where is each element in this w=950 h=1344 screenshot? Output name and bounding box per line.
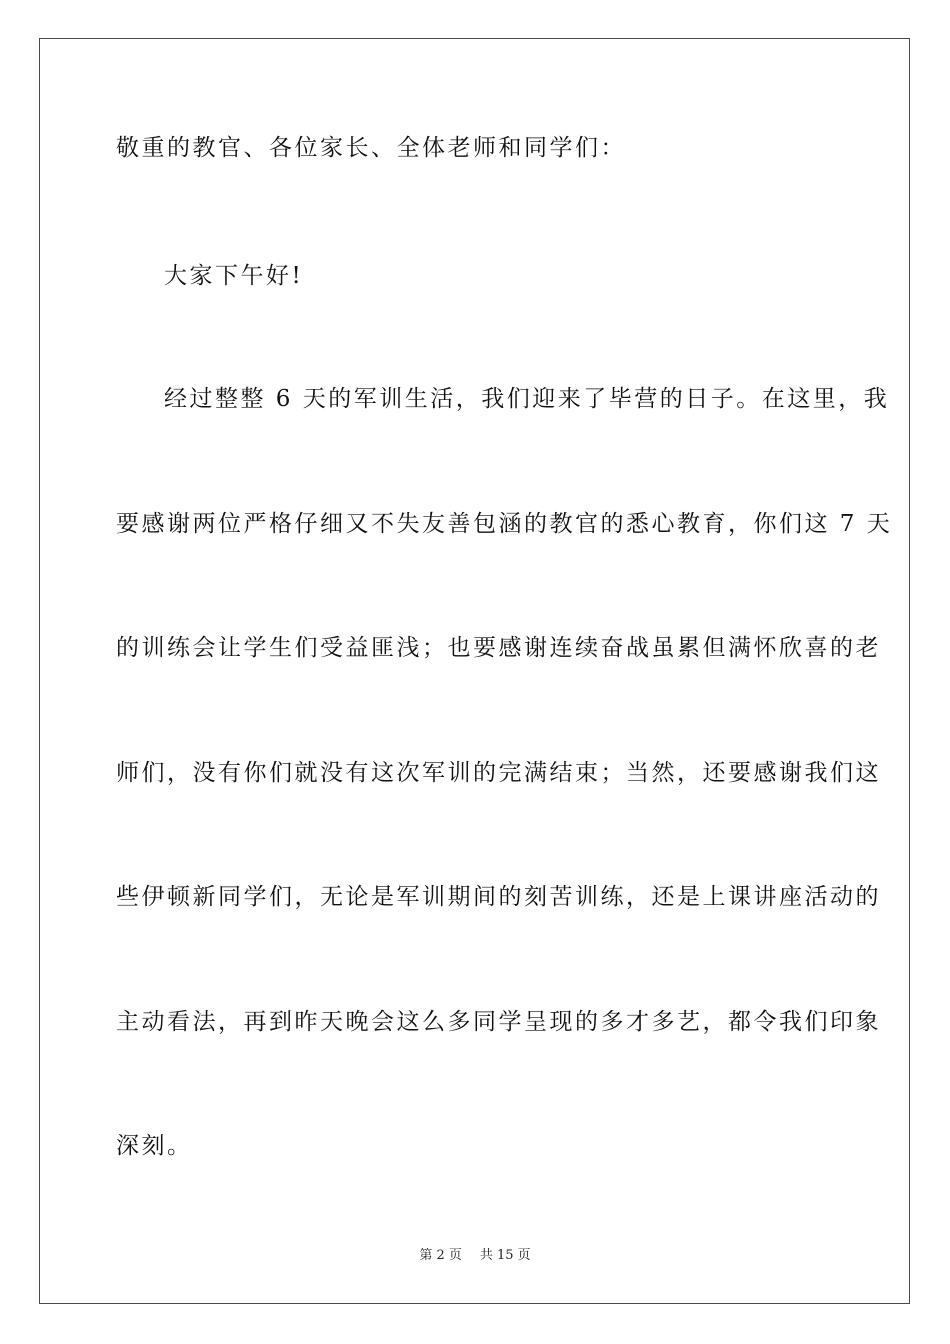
page-total: 共 15 页 (479, 1248, 531, 1263)
paragraph-line: 主动看法，再到昨天晚会这么多同学呈现的多才多艺，都令我们印象 (116, 1009, 881, 1035)
paragraph-line: 些伊顿新同学们，无论是军训期间的刻苦训练，还是上课讲座活动的 (116, 884, 881, 910)
paragraph-line: 师们，没有你们就没有这次军训的完满结束；当然，还要感谢我们这 (116, 760, 881, 786)
greeting: 大家下午好! (164, 263, 304, 289)
paragraph-line: 经过整整 6 天的军训生活，我们迎来了毕营的日子。在这里，我 (164, 386, 890, 412)
page-border (39, 38, 910, 1304)
page-footer (0, 1247, 950, 1265)
salutation: 敬重的教官、各位家长、全体老师和同学们： (116, 135, 626, 161)
paragraph-line: 深刻。 (116, 1133, 193, 1159)
paragraph-line: 的训练会让学生们受益匪浅；也要感谢连续奋战虽累但满怀欣喜的老 (116, 635, 881, 661)
page-number: 第 2 页 (419, 1248, 462, 1263)
paragraph-line: 要感谢两位严格仔细又不失友善包涵的教官的悉心教育，你们这 7 天 (116, 511, 893, 537)
